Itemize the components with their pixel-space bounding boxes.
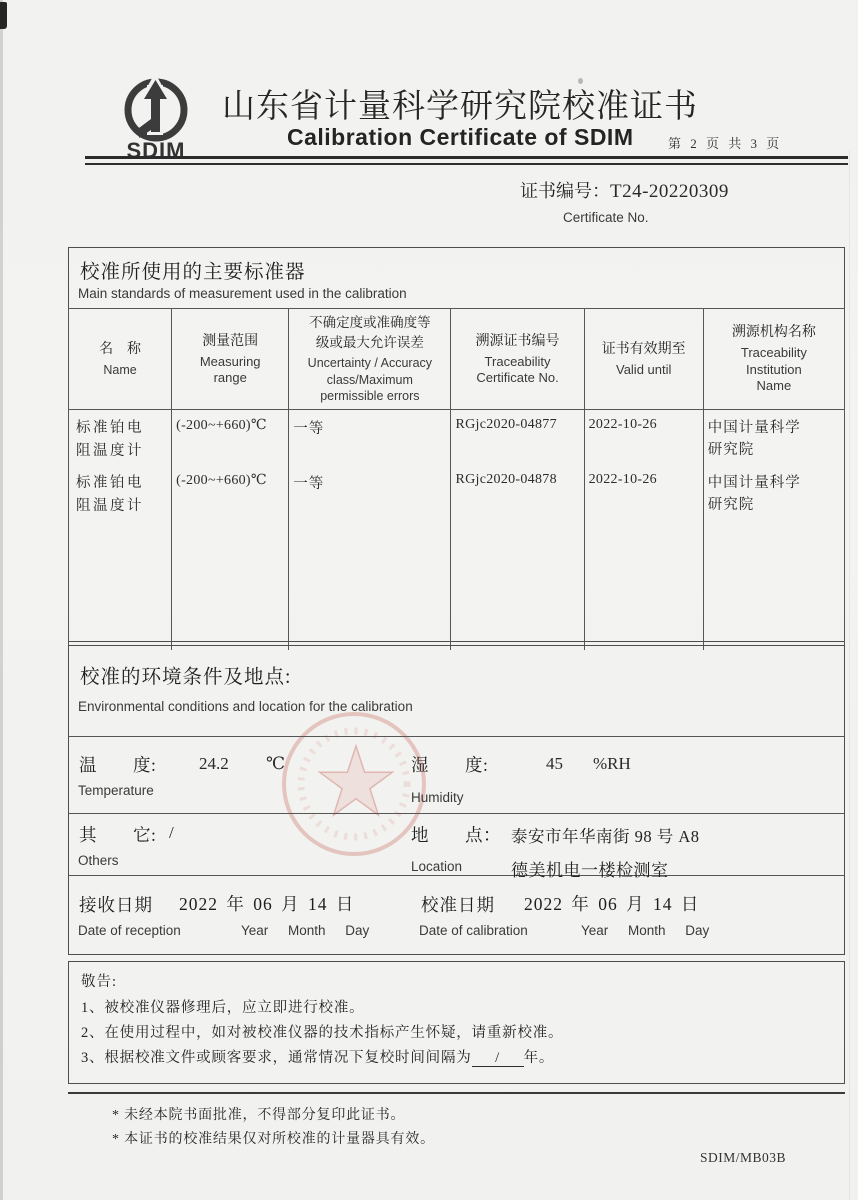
standards-title-cn: 校准所使用的主要标准器 bbox=[80, 262, 306, 283]
location-label-en: Location bbox=[411, 859, 463, 874]
certificate-no-label: 证书编号： bbox=[520, 181, 610, 201]
environment-section bbox=[68, 645, 845, 955]
calibration-date-value: 2022 年 06 月 14 日 bbox=[524, 894, 700, 914]
page-number: 第 2 页 共 3 页 bbox=[668, 136, 783, 151]
others-label-cn: 其 它: bbox=[79, 825, 157, 845]
col-header-valid-until: 证书有效期至 Valid until bbox=[584, 309, 703, 410]
location-line1: 泰安市年华南街 98 号 A8 bbox=[511, 827, 700, 846]
standards-title-en: Main standards of measurement used in the calibration bbox=[78, 286, 407, 301]
temperature-unit: ℃ bbox=[266, 754, 286, 773]
reception-date-value: 2022 年 06 月 14 日 bbox=[179, 894, 355, 914]
cell-valid-until bbox=[584, 410, 703, 651]
form-code: SDIM/MB03B bbox=[700, 1150, 787, 1165]
notice-section bbox=[68, 961, 845, 1084]
environment-title-en: Environmental conditions and location for the calibration bbox=[78, 699, 413, 714]
standard-2-cert-no: RGjc2020-04878 bbox=[455, 472, 557, 487]
header-double-rule bbox=[85, 156, 848, 165]
others-value: / bbox=[169, 823, 174, 842]
logo-sdim-text: SDIM bbox=[126, 138, 186, 163]
footnote-1: * 未经本院书面批准，不得部分复印此证书。 bbox=[112, 1108, 406, 1123]
standard-1-class: 一等 bbox=[293, 421, 325, 437]
scan-edge-strip bbox=[0, 0, 3, 1200]
humidity-label-cn: 湿 度: bbox=[411, 755, 489, 775]
standard-2-class: 一等 bbox=[293, 476, 325, 492]
standard-1-range: (-200~+660)℃ bbox=[176, 418, 267, 433]
cell-range bbox=[172, 410, 289, 651]
standard-1-cert-no: RGjc2020-04877 bbox=[455, 417, 557, 432]
scan-corner-mark bbox=[0, 2, 7, 29]
notice-item-2: 2、在使用过程中，如对被校准仪器的技术指标产生怀疑，请重新校准。 bbox=[81, 1025, 564, 1041]
standard-2-range: (-200~+660)℃ bbox=[176, 473, 267, 488]
footnote-2: * 本证书的校准结果仅对所校准的计量器具有效。 bbox=[112, 1132, 435, 1147]
certificate-title-en: Calibration Certificate of SDIM bbox=[287, 124, 634, 150]
col-header-name: 名 称 Name bbox=[69, 309, 172, 410]
sdim-logo bbox=[103, 72, 219, 164]
standard-2-institution: 中国计量科学研究院 bbox=[707, 475, 801, 513]
scan-fold-line bbox=[849, 150, 850, 1200]
standard-2-valid: 2022-10-26 bbox=[588, 472, 657, 487]
divider bbox=[69, 813, 844, 814]
calibration-date-label-en: Date of calibration bbox=[419, 923, 528, 938]
location-label-cn: 地 点： bbox=[411, 825, 501, 845]
notice-item-3: 3、根据校准文件或顾客要求，通常情况下复校时间间隔为 / 年。 bbox=[81, 1050, 555, 1066]
standards-header-row bbox=[69, 309, 845, 410]
standards-body-row bbox=[69, 410, 845, 651]
others-label-en: Others bbox=[78, 853, 119, 868]
standards-table bbox=[68, 308, 845, 650]
location-line2: 德美机电一楼检测室 bbox=[511, 861, 669, 880]
environment-title-cn: 校准的环境条件及地点: bbox=[80, 667, 292, 688]
col-header-range: 测量范围 Measuring range bbox=[172, 309, 289, 410]
col-header-uncertainty: 不确定度或准确度等级或最大允许误差 Uncertainty / Accuracy class/Maximum permissible errors bbox=[289, 309, 451, 410]
col-header-traceability-no: 溯源证书编号 Traceability Certificate No. bbox=[451, 309, 584, 410]
divider bbox=[69, 736, 844, 737]
certificate-no-label-en: Certificate No. bbox=[563, 210, 649, 225]
humidity-label-en: Humidity bbox=[411, 790, 464, 805]
standard-1-valid: 2022-10-26 bbox=[588, 417, 657, 432]
certificate-title-cn: 山东省计量科学研究院校准证书 bbox=[222, 89, 698, 125]
calibration-ymd: Year Month Day bbox=[581, 923, 710, 938]
humidity-unit: %RH bbox=[593, 754, 631, 773]
humidity-value: 45 bbox=[546, 754, 563, 773]
cell-institution bbox=[703, 410, 844, 651]
notice-title: 敬告: bbox=[81, 974, 118, 990]
standard-2-name: 标准铂电阻温度计 bbox=[76, 475, 144, 514]
col-header-institution: 溯源机构名称 Traceability Institution Name bbox=[703, 309, 844, 410]
cell-cert-no bbox=[451, 410, 584, 651]
certificate-no-value: T24-20220309 bbox=[610, 181, 729, 202]
temperature-label-cn: 温 度: bbox=[79, 755, 157, 775]
temperature-label-en: Temperature bbox=[78, 783, 154, 798]
standard-1-institution: 中国计量科学研究院 bbox=[707, 420, 801, 458]
temperature-value: 24.2 bbox=[199, 754, 229, 773]
standard-1-name: 标准铂电阻温度计 bbox=[76, 420, 144, 459]
reception-date-label-en: Date of reception bbox=[78, 923, 181, 938]
divider bbox=[69, 875, 844, 876]
footer-rule bbox=[68, 1092, 845, 1094]
cell-class bbox=[289, 410, 451, 651]
certificate-no-line bbox=[520, 177, 729, 203]
notice-item-1: 1、被校准仪器修理后，应立即进行校准。 bbox=[81, 1000, 365, 1016]
calibration-date-label: 校准日期 bbox=[421, 895, 495, 915]
standards-section bbox=[68, 247, 845, 642]
reception-ymd: Year Month Day bbox=[241, 923, 370, 938]
reception-date-label: 接收日期 bbox=[79, 895, 153, 915]
notice-fill-slash: / bbox=[472, 1051, 524, 1067]
cell-name bbox=[69, 410, 172, 651]
